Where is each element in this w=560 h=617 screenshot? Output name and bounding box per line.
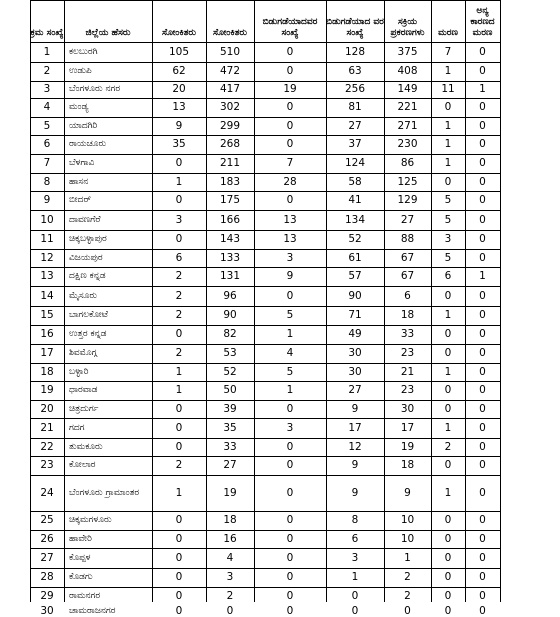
cell-value: 67: [400, 270, 415, 282]
cell-value: 0: [175, 514, 183, 526]
column-divider: [500, 0, 501, 602]
cell-value: 124: [344, 157, 366, 169]
cell-value: 1: [479, 83, 486, 95]
cell-value: 0: [175, 328, 183, 340]
cell-value: 27: [348, 119, 362, 132]
cell-value: 1: [444, 157, 452, 169]
cell-value: 2: [175, 270, 183, 282]
cell-serial: 15: [40, 309, 54, 321]
cell-value: 0: [444, 590, 452, 602]
cell-value: 0: [479, 101, 486, 113]
cell-value: 0: [286, 138, 294, 150]
cell-serial: 4: [43, 101, 51, 113]
cell-value: 0: [175, 590, 183, 602]
header-c4: ಬಿಡುಗಡೆಯಾದ ವರ ಸಂಖ್ಯೆ: [326, 17, 384, 38]
cell-value: 125: [397, 175, 418, 188]
cell-serial: 11: [40, 233, 54, 245]
cell-value: 256: [344, 83, 366, 95]
cell-value: 23: [400, 347, 415, 359]
cell-value: 6: [351, 532, 359, 545]
cell-value: 2: [175, 289, 183, 302]
cell-serial: 17: [40, 347, 54, 359]
cell-value: 0: [479, 157, 486, 169]
cell-value: 183: [219, 175, 241, 188]
cell-value: 133: [219, 251, 241, 264]
cell-district: ಬಳ್ಳಾರಿ: [69, 366, 89, 377]
cell-value: 408: [397, 65, 418, 77]
cell-serial: 3: [43, 83, 51, 95]
cell-value: 0: [479, 309, 486, 321]
cell-serial: 12: [40, 251, 54, 264]
cell-value: 0: [479, 402, 486, 415]
cell-value: 20: [172, 83, 186, 95]
header-c2: ಸೋಂಕಿತರು: [212, 28, 248, 38]
cell-value: 3: [444, 233, 452, 245]
cell-value: 0: [175, 421, 183, 434]
cell-value: 0: [444, 328, 452, 340]
cell-value: 23: [400, 384, 415, 396]
cell-value: 5: [444, 194, 452, 206]
cell-value: 39: [223, 402, 237, 415]
cell-serial: 30: [40, 606, 54, 617]
cell-district: ಕೋಲಾರ: [69, 460, 96, 470]
cell-value: 2: [404, 590, 411, 602]
cell-value: 62: [172, 65, 186, 77]
cell-district: ಮೈಸೂರು: [69, 290, 97, 301]
cell-value: 0: [286, 65, 294, 77]
cell-value: 13: [283, 233, 297, 245]
cell-value: 9: [351, 486, 359, 499]
cell-value: 0: [444, 551, 452, 564]
cell-serial: 14: [40, 289, 54, 302]
cell-value: 4: [286, 347, 294, 359]
cell-value: 143: [219, 233, 241, 245]
cell-value: 302: [219, 101, 241, 113]
cell-value: 166: [219, 213, 241, 226]
cell-value: 9: [351, 402, 359, 415]
cell-value: 0: [479, 194, 486, 206]
cell-value: 57: [348, 270, 362, 282]
cell-value: 5: [286, 365, 294, 378]
cell-value: 12: [348, 440, 362, 453]
cell-value: 149: [397, 83, 418, 95]
cell-value: 0: [351, 606, 359, 617]
cell-value: 1: [286, 384, 294, 396]
cell-district: ಉಡುಪಿ: [69, 66, 92, 76]
cell-value: 0: [175, 606, 183, 617]
cell-value: 11: [441, 83, 455, 95]
cell-district: ಚಾಮರಾಜನಗರ: [69, 606, 116, 616]
cell-value: 0: [286, 590, 294, 602]
cell-district: ರಾಯಚೂರು: [69, 139, 107, 149]
cell-value: 268: [219, 138, 241, 150]
cell-value: 6: [175, 251, 183, 264]
cell-value: 10: [400, 532, 415, 545]
cell-value: 0: [444, 532, 452, 545]
cell-value: 3: [351, 551, 359, 564]
cell-value: 0: [479, 138, 486, 150]
cell-value: 53: [223, 347, 237, 359]
cell-value: 13: [283, 213, 297, 226]
cell-value: 0: [444, 606, 452, 617]
cell-value: 88: [400, 233, 415, 245]
cell-value: 6: [444, 270, 452, 282]
header-sl: ಕ್ರಮ ಸಂಖ್ಯೆ: [30, 28, 64, 38]
cell-serial: 6: [43, 138, 51, 150]
cell-value: 105: [168, 45, 190, 58]
cell-serial: 21: [40, 421, 54, 434]
cell-value: 0: [479, 233, 486, 245]
cell-value: 2: [175, 347, 183, 359]
header-c1: ಸೋಂಕಿತರು: [161, 28, 197, 38]
cell-serial: 7: [43, 157, 51, 169]
cell-value: 0: [175, 157, 183, 169]
cell-district: ಹಾಸನ: [69, 176, 89, 187]
cell-value: 0: [479, 213, 486, 226]
header-c5: ಸಕ್ರಿಯ ಪ್ರಕರಣಗಳು: [390, 17, 425, 38]
cell-value: 49: [348, 328, 362, 340]
cell-value: 0: [286, 194, 294, 206]
cell-value: 0: [286, 486, 294, 499]
cell-serial: 16: [40, 328, 54, 340]
cell-value: 5: [444, 251, 452, 264]
cell-district: ವಿಜಯಪುರ: [69, 252, 103, 263]
cell-value: 71: [348, 309, 362, 321]
cell-value: 271: [397, 119, 418, 132]
cell-value: 129: [397, 194, 418, 206]
cell-district: ಉತ್ತರ ಕನ್ನಡ: [69, 329, 107, 339]
cell-value: 0: [479, 440, 486, 453]
cell-value: 2: [175, 459, 183, 471]
cell-serial: 29: [40, 590, 54, 602]
header-district: ಜಿಲ್ಲೆಯ ಹೆಸರು: [85, 28, 131, 38]
cell-value: 0: [404, 606, 411, 617]
cell-value: 30: [400, 402, 415, 415]
cell-serial: 18: [40, 365, 54, 378]
cell-value: 0: [286, 532, 294, 545]
cell-value: 30: [348, 347, 362, 359]
cell-value: 0: [175, 571, 183, 583]
cell-value: 35: [223, 421, 237, 434]
cell-serial: 5: [43, 119, 51, 132]
cell-value: 0: [444, 514, 452, 526]
cell-value: 0: [286, 459, 294, 471]
cell-value: 0: [286, 101, 294, 113]
cell-value: 0: [175, 551, 183, 564]
cell-value: 1: [479, 270, 486, 282]
cell-value: 0: [444, 347, 452, 359]
cell-value: 4: [226, 551, 234, 564]
cell-value: 510: [219, 45, 241, 58]
cell-value: 0: [479, 590, 486, 602]
cell-district: ಶಿವಮೊಗ್ಗ: [69, 348, 97, 358]
cell-district: ಕೊಪ್ಪಳ: [69, 552, 91, 563]
cell-value: 0: [175, 532, 183, 545]
cell-value: 2: [175, 309, 183, 321]
cell-district: ದಾವಣಗೆರೆ: [69, 214, 101, 225]
cell-serial: 28: [40, 571, 54, 583]
cell-district: ಹಾವೇರಿ: [69, 533, 92, 544]
cell-district: ಕೊಡಗು: [69, 572, 93, 582]
cell-value: 1: [404, 551, 411, 564]
cell-value: 0: [479, 365, 486, 378]
cell-value: 134: [344, 213, 366, 226]
cell-value: 18: [400, 459, 415, 471]
cell-value: 0: [479, 571, 486, 583]
cell-value: 1: [175, 384, 183, 396]
cell-value: 27: [223, 459, 237, 471]
cell-value: 17: [348, 421, 362, 434]
cell-district: ಬೀದರ್: [69, 195, 92, 205]
cell-value: 0: [226, 606, 234, 617]
cell-value: 9: [175, 119, 183, 132]
cell-value: 6: [404, 289, 411, 302]
cell-value: 33: [400, 328, 415, 340]
cell-value: 0: [286, 119, 294, 132]
cell-value: 1: [351, 571, 359, 583]
cell-district: ದಕ್ಷಿಣ ಕನ್ನಡ: [69, 271, 106, 281]
cell-value: 41: [348, 194, 362, 206]
cell-district: ಗದಗ: [69, 422, 85, 433]
cell-serial: 27: [40, 551, 54, 564]
cell-serial: 25: [40, 514, 54, 526]
cell-district: ಬೆಂಗಳೂರು ಗ್ರಾಮಾಂತರ: [69, 487, 140, 498]
cell-value: 0: [479, 459, 486, 471]
cell-serial: 26: [40, 532, 54, 545]
cell-value: 96: [223, 289, 237, 302]
cell-serial: 2: [43, 65, 51, 77]
cell-value: 0: [479, 421, 486, 434]
cell-district: ಚಿತ್ರದುರ್ಗ: [69, 403, 99, 414]
cell-value: 10: [400, 514, 415, 526]
cell-value: 33: [223, 440, 237, 453]
cell-district: ಚಿಕ್ಕಮಗಳೂರು: [69, 515, 112, 525]
cell-serial: 10: [40, 213, 54, 226]
cell-serial: 13: [40, 270, 54, 282]
cell-value: 18: [223, 514, 237, 526]
cell-district: ಚಿಕ್ಕಬಳ್ಳಾಪುರ: [69, 234, 107, 244]
cell-district: ತುಮಕೂರು: [69, 441, 103, 452]
cell-value: 0: [444, 459, 452, 471]
cell-district: ಬಾಗಲಕೋಟೆ: [69, 310, 109, 320]
cell-value: 1: [444, 138, 452, 150]
cell-value: 0: [351, 590, 359, 602]
cell-serial: 24: [40, 486, 54, 499]
cell-district: ಬೆಂಗಳೂರು ನಗರ: [69, 84, 121, 94]
cell-value: 0: [479, 514, 486, 526]
cell-serial: 22: [40, 440, 54, 453]
cell-serial: 8: [43, 175, 51, 188]
header-c6: ಮರಣ: [438, 28, 458, 38]
cell-value: 58: [348, 175, 362, 188]
cell-value: 1: [444, 421, 452, 434]
cell-value: 0: [479, 384, 486, 396]
cell-value: 86: [400, 157, 415, 169]
cell-value: 1: [444, 119, 452, 132]
cell-value: 0: [479, 65, 486, 77]
cell-value: 3: [286, 251, 294, 264]
cell-value: 3: [286, 421, 294, 434]
cell-value: 52: [348, 233, 362, 245]
cell-value: 0: [479, 45, 486, 58]
cell-value: 0: [479, 119, 486, 132]
cell-value: 0: [479, 532, 486, 545]
cell-value: 0: [444, 384, 452, 396]
cell-district: ಮಂಡ್ಯ: [69, 102, 89, 112]
cell-value: 417: [219, 83, 241, 95]
header-c7: ಅನ್ಯ ಕಾರಣದ ಮರಣ: [470, 6, 495, 38]
cell-value: 128: [344, 45, 366, 58]
cell-value: 0: [479, 347, 486, 359]
cell-value: 19: [400, 440, 415, 453]
cell-value: 82: [223, 328, 237, 340]
cell-district: ಕಲಬುರಗಿ: [69, 46, 98, 57]
cell-value: 9: [286, 270, 294, 282]
cell-district: ಬೆಳಗಾವಿ: [69, 158, 95, 168]
cell-value: 0: [175, 402, 183, 415]
cell-value: 0: [444, 101, 452, 113]
cell-value: 0: [286, 606, 294, 617]
cell-district: ಧಾರವಾಡ: [69, 385, 98, 395]
cell-value: 50: [223, 384, 237, 396]
cell-value: 81: [348, 101, 362, 113]
cell-serial: 23: [40, 459, 54, 471]
cell-value: 0: [479, 486, 486, 499]
cell-value: 2: [226, 590, 234, 602]
cell-value: 28: [283, 175, 297, 188]
cell-value: 52: [223, 365, 237, 378]
cell-value: 35: [172, 138, 186, 150]
cell-value: 0: [175, 233, 183, 245]
cell-value: 1: [444, 486, 452, 499]
cell-value: 3: [175, 213, 183, 226]
cell-value: 0: [286, 289, 294, 302]
cell-value: 1: [444, 365, 452, 378]
cell-value: 17: [400, 421, 415, 434]
cell-value: 1: [175, 365, 183, 378]
cell-value: 175: [219, 194, 241, 206]
cell-value: 299: [219, 119, 241, 132]
cell-value: 1: [444, 309, 452, 321]
cell-value: 211: [219, 157, 241, 169]
cell-value: 0: [479, 606, 486, 617]
cell-value: 5: [444, 213, 452, 226]
cell-value: 90: [348, 289, 362, 302]
cell-district: ರಾಮನಗರ: [69, 591, 101, 601]
cell-value: 2: [444, 440, 452, 453]
cell-value: 7: [286, 157, 294, 169]
cell-value: 0: [479, 251, 486, 264]
cell-value: 1: [444, 65, 452, 77]
cell-value: 3: [226, 571, 234, 583]
cell-value: 16: [223, 532, 237, 545]
cell-value: 221: [397, 101, 418, 113]
cell-value: 30: [348, 365, 362, 378]
cell-value: 9: [351, 459, 359, 471]
cell-value: 0: [286, 45, 294, 58]
cell-value: 19: [223, 486, 237, 499]
cell-value: 0: [479, 551, 486, 564]
cell-value: 8: [351, 514, 359, 526]
cell-value: 0: [286, 440, 294, 453]
cell-value: 1: [175, 175, 183, 188]
cell-serial: 9: [43, 194, 51, 206]
cell-serial: 20: [40, 402, 54, 415]
cell-value: 2: [404, 571, 411, 583]
cell-value: 1: [175, 486, 183, 499]
cell-value: 67: [400, 251, 415, 264]
cell-value: 90: [223, 309, 237, 321]
header-c3: ಬಿಡುಗಡೆಯಾದವರ ಸಂಖ್ಯೆ: [262, 17, 318, 38]
cell-value: 19: [283, 83, 297, 95]
cell-value: 7: [444, 45, 452, 58]
cell-value: 27: [348, 384, 362, 396]
cell-serial: 19: [40, 384, 54, 396]
cell-value: 37: [348, 138, 362, 150]
cell-value: 0: [444, 402, 452, 415]
cell-value: 1: [286, 328, 294, 340]
cell-value: 131: [219, 270, 241, 282]
cell-value: 13: [172, 101, 186, 113]
cell-value: 0: [444, 289, 452, 302]
cell-value: 0: [479, 328, 486, 340]
cell-value: 21: [400, 365, 415, 378]
cell-value: 230: [397, 138, 418, 150]
cell-value: 0: [175, 440, 183, 453]
cell-value: 9: [404, 486, 411, 499]
cell-district: ಯಾದಗಿರಿ: [69, 120, 98, 131]
cell-value: 0: [286, 402, 294, 415]
cell-value: 61: [348, 251, 362, 264]
cell-value: 5: [286, 309, 294, 321]
cell-value: 0: [175, 194, 183, 206]
cell-value: 0: [479, 175, 486, 188]
cell-value: 0: [444, 571, 452, 583]
cell-value: 472: [219, 65, 241, 77]
cell-value: 0: [286, 551, 294, 564]
cell-value: 0: [444, 175, 452, 188]
cell-value: 0: [479, 289, 486, 302]
cell-value: 18: [400, 309, 415, 321]
cell-value: 0: [286, 514, 294, 526]
cell-value: 0: [286, 571, 294, 583]
cell-value: 63: [348, 65, 362, 77]
cell-value: 375: [397, 45, 418, 58]
cell-value: 27: [400, 213, 415, 226]
cell-serial: 1: [43, 45, 51, 58]
